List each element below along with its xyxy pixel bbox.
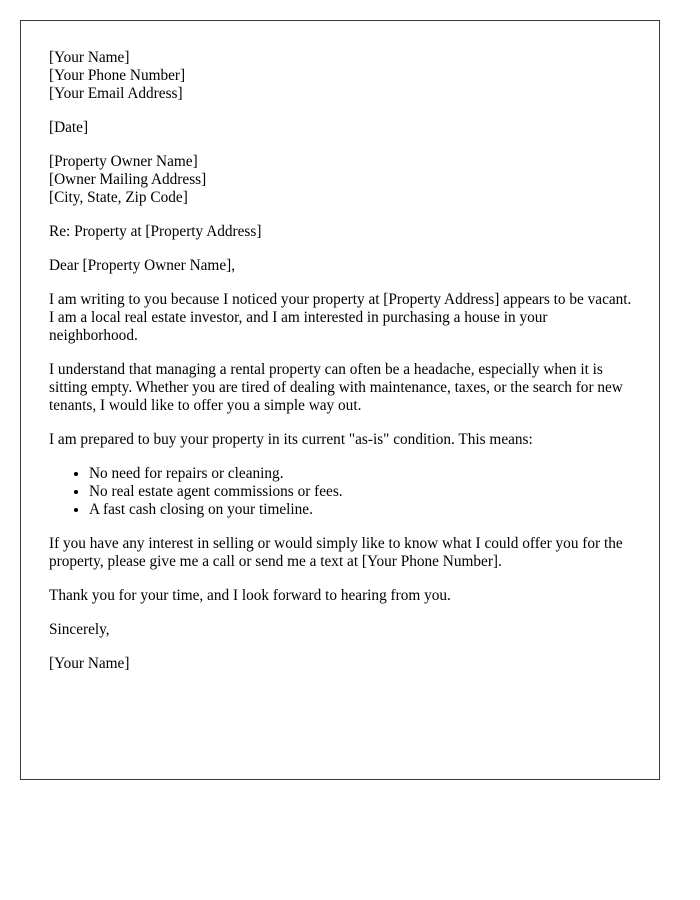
paragraph-as-is: I am prepared to buy your property in its current "as-is" condition. This means: [49,431,533,448]
recipient-name: [Property Owner Name] [49,153,198,170]
paragraph-contact: If you have any interest in selling or would simply like to know what I could offer you for the property, please give me a call or send me a text at [Your Phone Number]. [49,535,623,570]
recipient-address: [Owner Mailing Address] [49,171,207,188]
salutation: Dear [Property Owner Name], [49,257,236,274]
sender-block [49,49,634,103]
sender-name: [Your Name] [49,49,130,66]
subject-line: Re: Property at [Property Address] [49,223,262,240]
sender-phone: [Your Phone Number] [49,67,186,84]
letter-page [20,20,660,780]
date-block [49,119,634,137]
letter-body [49,49,634,689]
recipient-block [49,153,634,207]
paragraph-thanks: Thank you for your time, and I look forward to hearing from you. [49,587,451,604]
list-item: • A fast cash closing on your timeline. [89,501,634,519]
sign-off: Sincerely, [49,621,110,638]
benefits-list [49,465,634,519]
recipient-city-state-zip: [City, State, Zip Code] [49,189,188,206]
paragraph-offer: I understand that managing a rental property can often be a headache, especially when it is sitting empty. Whether you are tired of dealing with maintenance, taxes, or the search for new tenants, I would like to offer you a simple way out. [49,361,623,414]
letter-date: [Date] [49,119,89,136]
signature: [Your Name] [49,655,130,672]
list-item: • No real estate agent commissions or fees. [89,483,634,501]
list-item: • No need for repairs or cleaning. [89,465,634,483]
paragraph-intro: I am writing to you because I noticed your property at [Property Address] appears to be vacant. I am a local real estate investor, and I am interested in purchasing a house in your neighborhood. [49,291,632,344]
sender-email: [Your Email Address] [49,85,183,102]
